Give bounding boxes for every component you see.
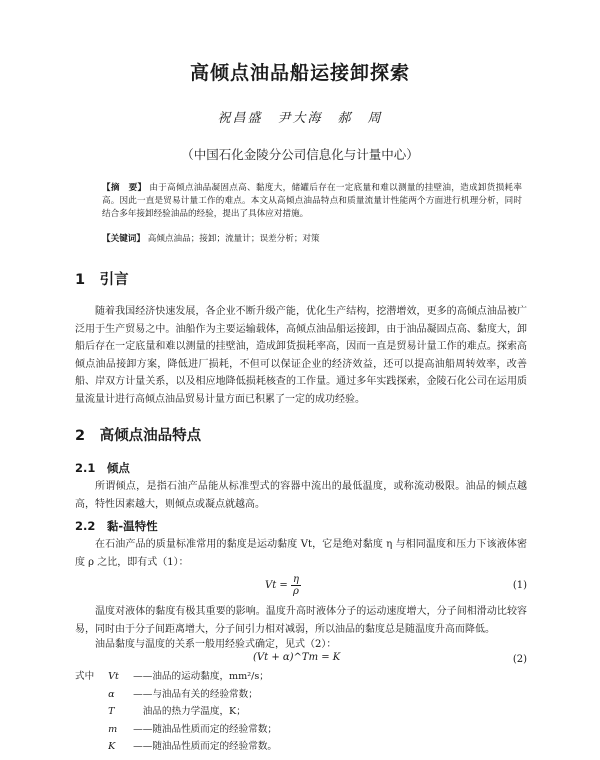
definition-text: ——油品的运动黏度，mm²/s； — [133, 671, 269, 682]
section-2-1-heading: 2.1 倾点 — [75, 461, 130, 475]
section-2-2-paragraph-3: 油品黏度与温度的关系一般用经验式确定，见式（2）： — [95, 639, 337, 650]
abstract — [102, 182, 522, 221]
affiliation: （中国石化金陵分公司信息化与计量中心） — [181, 147, 419, 162]
definition-symbol: α — [108, 688, 115, 700]
definition-row — [75, 738, 527, 756]
definition-text: 油品的热力学温度，K； — [133, 706, 246, 717]
equation-1 — [75, 574, 527, 604]
definition-symbol: T — [108, 706, 115, 717]
definition-text: ——随油品性质而定的经验常数。 — [133, 741, 278, 752]
definition-row — [75, 668, 527, 686]
equation-1-numerator: η — [293, 574, 299, 585]
definition-row — [75, 703, 527, 721]
equation-1-number: (1) — [512, 580, 527, 591]
equation-1-formula — [265, 574, 301, 597]
section-1-paragraph: 随着我国经济快速发展，各企业不断升级产能，优化生产结构，挖潜增效，更多的高倾点油品被广泛用于生产贸易之中。油船作为主要运输载体，高倾点油品船运接卸，由于油品凝固点高、黏度大，卸船后存在一定底量和难以测量的挂壁油，造成卸货损耗率高，因而一直是贸易计量工作的难点。探索高倾点油品接卸方案，降低进厂损耗，不但可以保证企业的经济效益，还可以提高油船周转效率，改善船、岸双方计量关系，以及相应地降低损耗核查的工作量。通过多年实践探索，金陵石化公司在运用质量流量计进行高倾点油品贸易计量方面已积累了一定的成功经验。 — [75, 306, 527, 405]
section-1-heading: 1 引言 — [75, 272, 129, 288]
definition-lead: 式中 — [75, 671, 95, 682]
definition-symbol: Vt — [108, 671, 119, 682]
keywords — [102, 233, 522, 246]
definition-text: ——随油品性质而定的经验常数； — [133, 723, 278, 735]
keywords-label: 【关键词】 — [102, 234, 145, 244]
section-2-2-paragraph-2: 温度对液体的黏度有极其重要的影响。温度升高时液体分子的运动速度增大，分子间相滑动比较容易，同时由于分子间距离增大，分子间引力相对减弱，所以油品的黏度总是随温度升高而降低。 — [75, 606, 527, 635]
equation-2-formula: (Vt + α)^Tm = K — [253, 652, 341, 663]
definition-symbol: K — [108, 741, 116, 752]
abstract-label: 【摘 要】 — [102, 183, 147, 193]
section-2-2-paragraph-1: 在石油产品的质量标准常用的黏度是运动黏度 Vt，它是绝对黏度 η 与相同温度和压力下该液体密度 ρ 之比，即有式（1）： — [75, 539, 527, 568]
keywords-text: 高倾点油品；接卸；流量计；误差分析；对策 — [147, 234, 320, 244]
equation-1-lhs: Vt = — [265, 580, 288, 591]
definition-row — [75, 721, 527, 739]
equation-2-number: (2) — [512, 654, 527, 665]
section-2-2-heading: 2.2 黏-温特性 — [75, 519, 158, 533]
section-2-heading: 2 高倾点油品特点 — [75, 428, 202, 444]
section-2-1-paragraph: 所谓倾点，是指石油产品能从标准型式的容器中流出的最低温度，或称流动极限。油品的倾点越高，特性因素越大，则倾点或凝点就越高。 — [75, 481, 527, 510]
authors: 祝昌盛 尹大海 郝 周 — [217, 111, 383, 126]
equation-1-fraction — [291, 574, 301, 597]
paper-title: 高倾点油品船运接卸探索 — [189, 62, 410, 84]
definition-row — [75, 686, 527, 704]
definition-symbol: m — [108, 723, 118, 735]
equation-1-denominator: ρ — [293, 586, 299, 597]
symbol-definitions — [75, 668, 527, 756]
abstract-text: 由于高倾点油品凝固点高、黏度大，储罐后存在一定底量和难以测量的挂壁油，造成卸货损耗率高。因此一直是贸易计量工作的难点。本文从高倾点油品特点和质量流量计性能两个方面进行机理分析，同时结合多年接卸经验油品的经验，提出了具体应对措施。 — [102, 183, 522, 219]
definition-text: ——与油品有关的经验常数； — [133, 688, 258, 700]
